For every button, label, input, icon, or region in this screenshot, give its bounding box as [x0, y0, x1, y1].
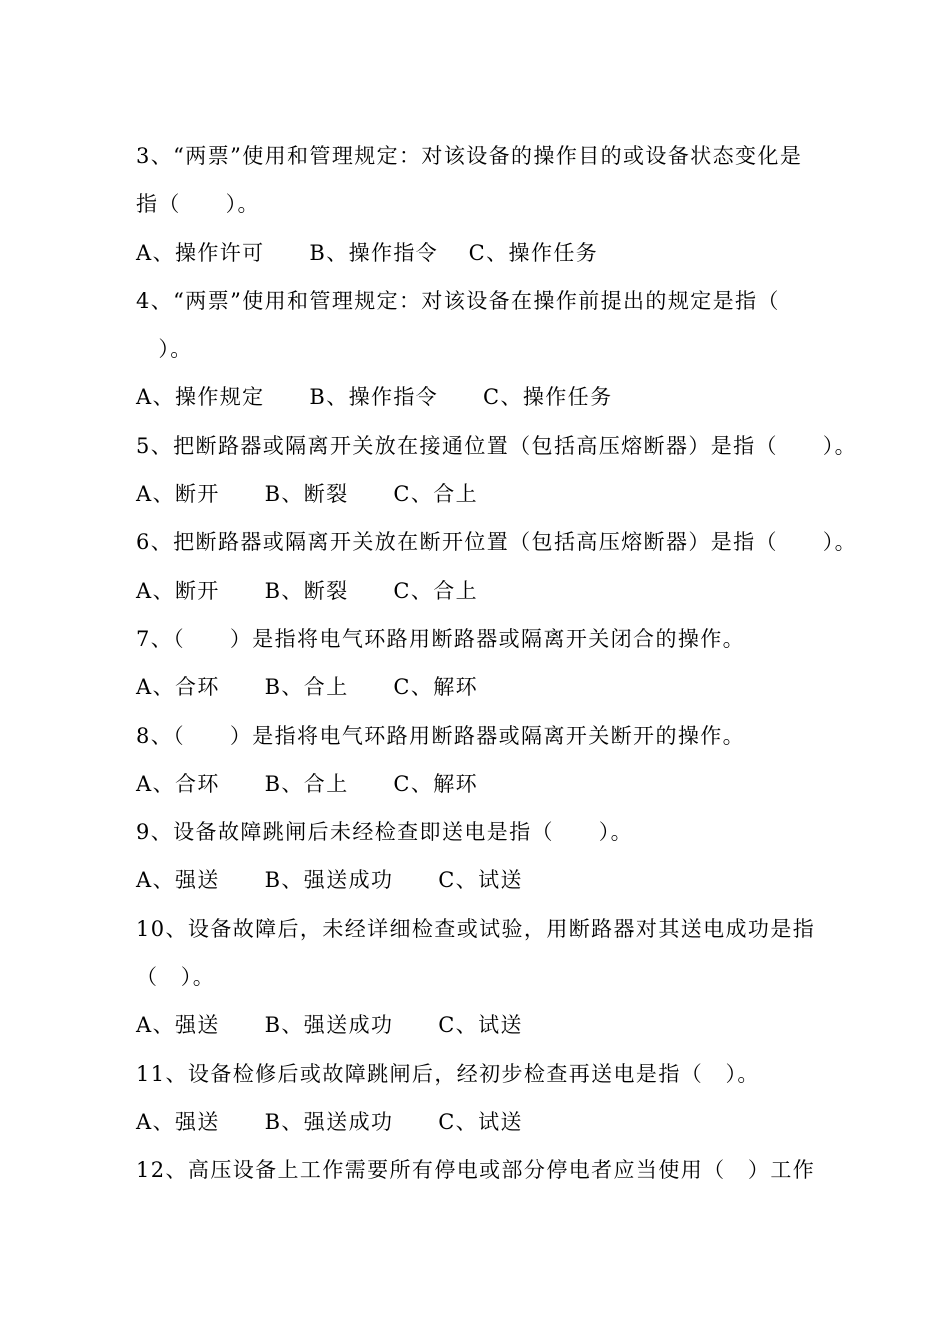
question-10-text-cont: （ ）。: [136, 965, 216, 990]
question-6-text: 6、把断路器或隔离开关放在断开位置（包括高压熔断器）是指（ ）。: [136, 530, 858, 555]
question-5-options: A、断开 B、断裂 C、合上: [136, 482, 479, 507]
question-9-text: 9、设备故障跳闸后未经检查即送电是指（ ）。: [136, 820, 634, 845]
question-11-options: A、强送 B、强送成功 C、试送: [136, 1109, 523, 1134]
question-4-options: A、操作规定 B、操作指令 C、操作任务: [136, 385, 613, 410]
question-3-text-cont: 指（ ）。: [136, 192, 260, 217]
question-7-options: A、合环 B、合上 C、解环: [136, 675, 479, 700]
question-10-text: 10、设备故障后，未经详细检查或试验，用断路器对其送电成功是指: [136, 916, 816, 941]
question-8-options: A、合环 B、合上 C、解环: [136, 771, 479, 796]
document-content: [136, 132, 858, 1195]
question-7-text: 7、（ ）是指将电气环路用断路器或隔离开关闭合的操作。: [136, 626, 746, 651]
question-4-text: 4、“两票”使用和管理规定：对该设备在操作前提出的规定是指（: [136, 288, 780, 313]
question-12-text: 12、高压设备上工作需要所有停电或部分停电者应当使用（ ）工作: [136, 1158, 816, 1183]
question-5-text: 5、把断路器或隔离开关放在接通位置（包括高压熔断器）是指（ ）。: [136, 433, 858, 458]
question-4-text-cont: ）。: [136, 337, 193, 362]
question-3-options: A、操作许可 B、操作指令 C、操作任务: [136, 240, 599, 265]
question-10-options: A、强送 B、强送成功 C、试送: [136, 1013, 523, 1038]
question-11-text: 11、设备检修后或故障跳闸后，经初步检查再送电是指（ ）。: [136, 1061, 760, 1086]
question-9-options: A、强送 B、强送成功 C、试送: [136, 868, 523, 893]
question-3-text: 3、“两票”使用和管理规定：对该设备的操作目的或设备状态变化是: [136, 144, 803, 168]
question-6-options: A、断开 B、断裂 C、合上: [136, 578, 479, 603]
question-8-text: 8、（ ）是指将电气环路用断路器或隔离开关断开的操作。: [136, 723, 746, 748]
